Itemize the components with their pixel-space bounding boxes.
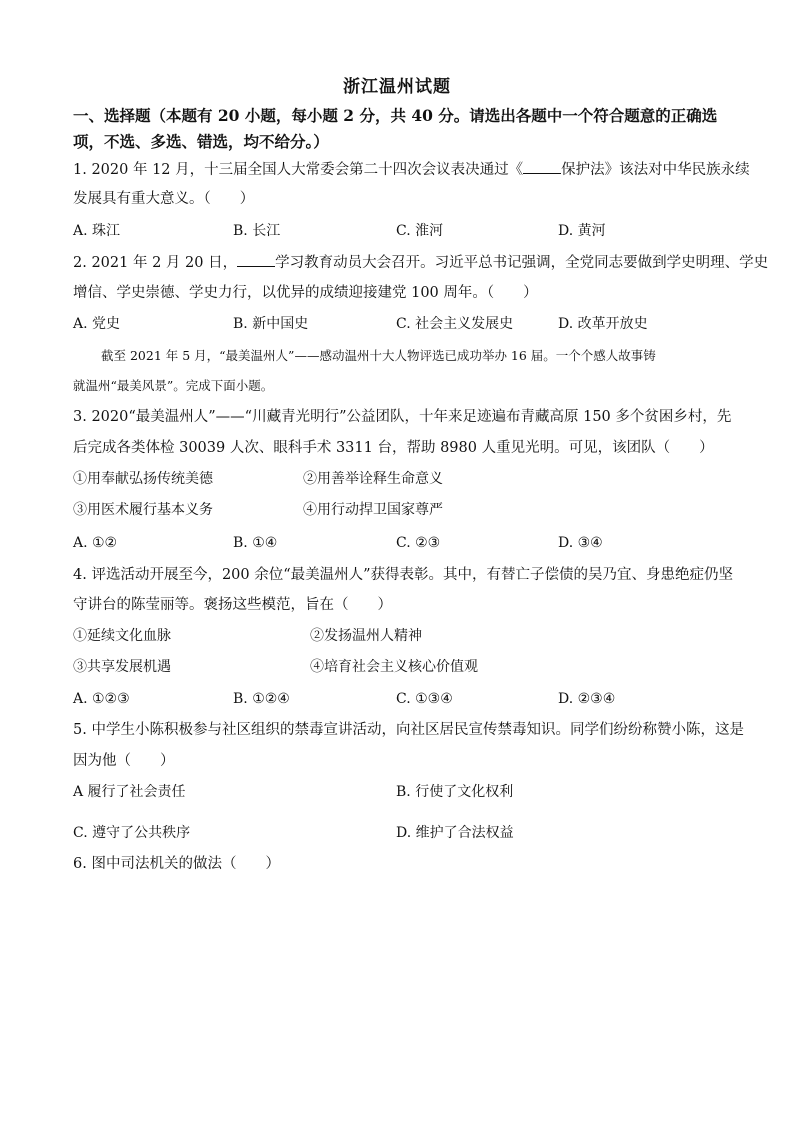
intro-note-line-2: 就温州“最美风景”。完成下面小题。: [73, 378, 274, 393]
q3-item-2: ②用善举诠释生命意义: [303, 471, 443, 487]
q3-option-a: A. ①②: [73, 535, 118, 551]
q4-item-4: ④培育社会主义核心价值观: [310, 659, 478, 675]
q5-option-c: C. 遵守了公共秩序: [73, 825, 191, 841]
q4-item-1: ①延续文化血脉: [73, 628, 171, 644]
answer-blank: [523, 159, 561, 174]
question-5-line-1: 5. 中学生小陈积极参与社区组织的禁毒宣讲活动，向社区居民宣传禁毒知识。同学们纷纷称赞小陈，这是: [73, 722, 744, 738]
q1-option-a: A. 珠江: [73, 223, 121, 239]
q4-option-d: D. ②③④: [558, 691, 616, 707]
question-2-text-a: 2. 2021 年 2 月 20 日，: [73, 255, 238, 271]
q2-option-d: D. 改革开放史: [558, 316, 648, 332]
question-3-line-2: 后完成各类体检 30039 人次、眼科手术 3311 台，帮助 8980 人重见光明。可见，该团队（ ）: [73, 440, 714, 456]
q5-option-d: D. 维护了合法权益: [396, 825, 514, 841]
q4-option-b: B. ①②④: [233, 691, 290, 707]
q1-option-c: C. 淮河: [396, 223, 444, 239]
question-3-line-1: 3. 2020“最美温州人”——“川藏青光明行”公益团队，十年来足迹遍布青藏高原 150 多个贫困乡村，先: [73, 409, 732, 425]
page-title: 浙江温州试题: [343, 77, 451, 97]
q2-option-c: C. 社会主义发展史: [396, 316, 514, 332]
q3-item-4: ④用行动捍卫国家尊严: [303, 502, 443, 518]
q4-item-3: ③共享发展机遇: [73, 659, 171, 675]
q5-option-a: A 履行了社会责任: [73, 784, 186, 800]
q4-option-a: A. ①②③: [73, 691, 130, 707]
q3-item-3: ③用医术履行基本义务: [73, 502, 213, 518]
question-5-line-2: 因为他（ ）: [73, 753, 175, 769]
question-2-text-b: 学习教育动员大会召开。习近平总书记强调，全党同志要做到学史明理、学史: [275, 255, 769, 271]
q2-option-b: B. 新中国史: [233, 316, 309, 332]
q1-option-b: B. 长江: [233, 223, 281, 239]
answer-blank: [237, 252, 275, 267]
question-1-line-1: [73, 159, 750, 180]
question-1-line-2: 发展具有重大意义。（ ）: [73, 191, 255, 207]
q2-option-a: A. 党史: [73, 316, 121, 332]
q3-option-c: C. ②③: [396, 535, 441, 551]
section-heading-line-1: 一、选择题（本题有 20 小题，每小题 2 分，共 40 分。请选出各题中一个符合题意的正确选: [73, 106, 718, 125]
question-4-line-2: 守讲台的陈莹丽等。褒扬这些模范，旨在（ ）: [73, 597, 392, 613]
question-2-line-2: 增信、学史崇德、学史力行，以优异的成绩迎接建党 100 周年。（ ）: [73, 285, 538, 301]
q3-item-1: ①用奉献弘扬传统美德: [73, 471, 213, 487]
q4-option-c: C. ①③④: [396, 691, 453, 707]
question-1-text-b: 保护法》该法对中华民族永续: [561, 162, 750, 178]
q1-option-d: D. 黄河: [558, 223, 606, 239]
q3-option-d: D. ③④: [558, 535, 603, 551]
section-heading-line-2: 项，不选、多选、错选，均不给分。）: [73, 132, 329, 151]
question-1-text-a: 1. 2020 年 12 月，十三届全国人大常委会第二十四次会议表决通过《: [73, 162, 524, 178]
question-6-line-1: 6. 图中司法机关的做法（ ）: [73, 856, 280, 872]
q4-item-2: ②发扬温州人精神: [310, 628, 422, 644]
question-2-line-1: [73, 252, 768, 273]
intro-note-line-1: 截至 2021 年 5 月，“最美温州人”——感动温州十大人物评选已成功举办 16 届。一个个感人故事铸: [101, 348, 656, 363]
question-4-line-1: 4. 评选活动开展至今，200 余位“最美温州人”获得表彰。其中，有替亡子偿债的吴乃宜、身患绝症仍坚: [73, 567, 734, 583]
q5-option-b: B. 行使了文化权利: [396, 784, 514, 800]
q3-option-b: B. ①④: [233, 535, 278, 551]
